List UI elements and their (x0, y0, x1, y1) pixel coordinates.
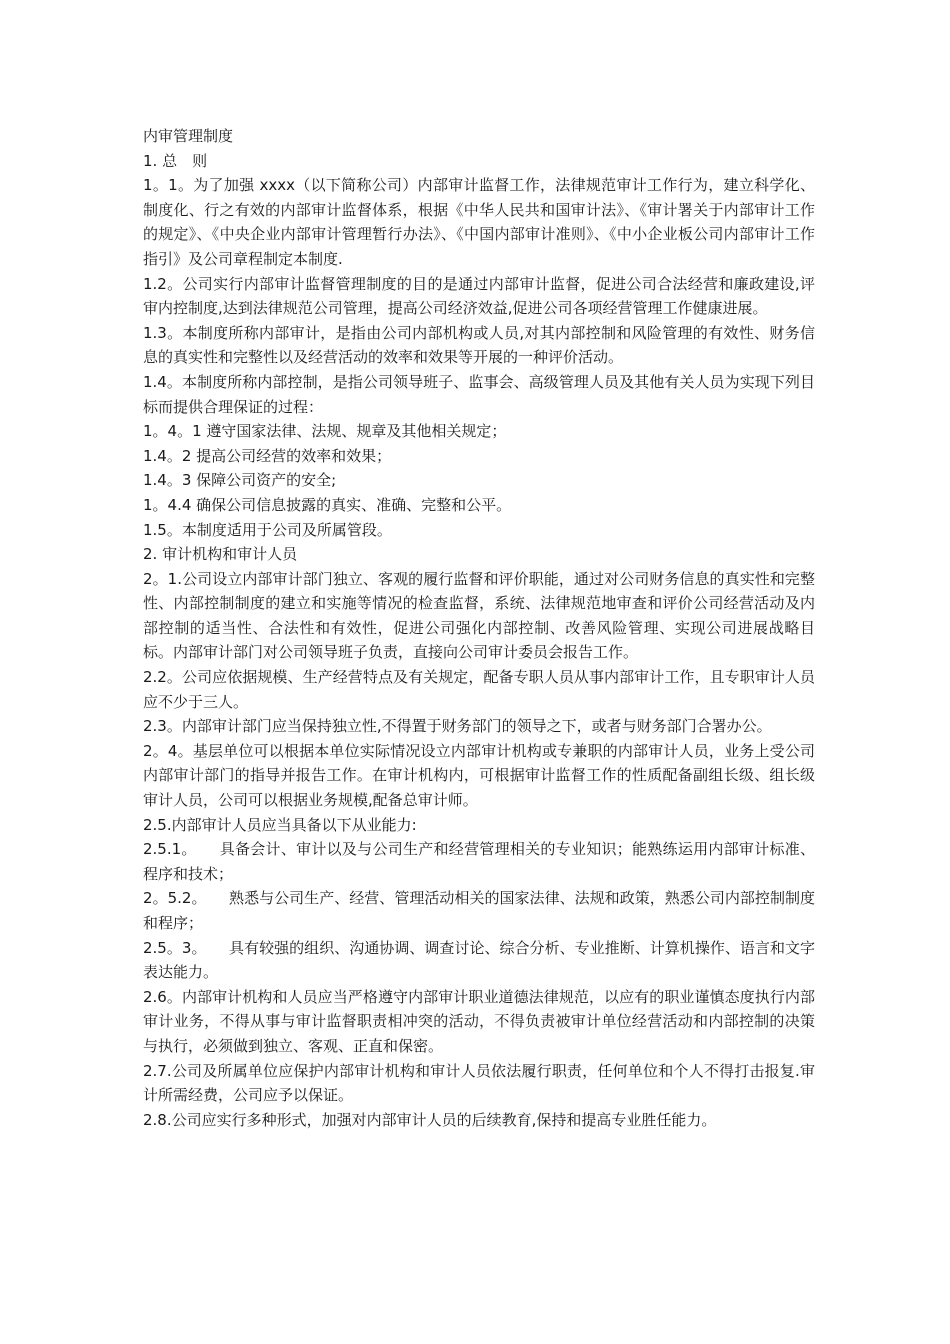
paragraph: 1.4。2 提高公司经营的效率和效果； (143, 446, 392, 465)
paragraph: 2。1.公司设立内部审计部门独立、客观的履行监督和评价职能，通过对公司财务信息的真实性和完整性、内部控制制度的建立和实施等情况的检查监督，系统、法律规范地审查和评价公司经营活动及内部控制的适当性、合法性和有效性，促进公司强化内部控制、改善风险管理、实现公司进展战略目标。内部审计部门对公司领导班子负责，直接向公司审计委员会报告工作。 (143, 569, 815, 662)
paragraph: 1.4。3 保障公司资产的安全; (143, 471, 337, 490)
section-heading: 2. 审计机构和审计人员 (143, 545, 298, 564)
paragraph: 2.2。公司应依据规模、生产经营特点及有关规定，配备专职人员从事内部审计工作，且专职审计人员应不少于三人。 (143, 668, 815, 711)
document-title: 内审管理制度 (143, 127, 234, 145)
paragraph: 2.5.内部审计人员应当具备以下从业能力: (143, 815, 417, 834)
paragraph: 1.2。公司实行内部审计监督管理制度的目的是通过内部审计监督，促进公司合法经营和廉政建设,评审内控制度,达到法律规范公司管理，提高公司经济效益,促进公司各项经营管理工作健康进展。 (143, 274, 815, 318)
paragraph: 2.6。内部审计机构和人员应当严格遵守内部审计职业道德法律规范，以应有的职业谨慎态度执行内部审计业务，不得从事与审计监督职责相冲突的活动，不得负责被审计单位经营活动和内部控制的决策与执行，必须做到独立、客观、正直和保密。 (143, 987, 815, 1055)
paragraph: 2.5.1。 具备会计、审计以及与公司生产和经营管理相关的专业知识；能熟练运用内部审计标准、程序和技术； (143, 840, 815, 883)
paragraph: 1.3。本制度所称内部审计，是指由公司内部机构或人员,对其内部控制和风险管理的有效性、财务信息的真实性和完整性以及经营活动的效率和效果等开展的一种评价活动。 (143, 323, 815, 367)
paragraph: 2。5.2。 熟悉与公司生产、经营、管理活动相关的国家法律、法规和政策，熟悉公司内部控制制度和程序； (143, 889, 815, 932)
document-body (143, 124, 815, 1132)
paragraph: 2.8.公司应实行多种形式，加强对内部审计人员的后续教育,保持和提高专业胜任能力。 (143, 1110, 717, 1129)
paragraph: 1。1。为了加强 xxxx（以下简称公司）内部审计监督工作，法律规范审计工作行为，建立科学化、制度化、行之有效的内部审计监督体系，根据《中华人民共和国审计法》、《审计署关于内部审计工作的规定》、《中央企业内部审计管理暂行办法》、《中国内部审计准则》、《中小企业板公司内部审计工作指引》及公司章程制定本制度. (143, 176, 815, 268)
paragraph: 2.7.公司及所属单位应保护内部审计机构和审计人员依法履行职责，任何单位和个人不得打击报复.审计所需经费，公司应予以保证。 (143, 1061, 815, 1105)
paragraph: 1. 总 则 (143, 151, 208, 170)
paragraph: 1。4.4 确保公司信息披露的真实、准确、完整和公平。 (143, 495, 512, 514)
paragraph: 1。4。1 遵守国家法律、法规、规章及其他相关规定； (143, 422, 507, 441)
paragraph: 1.4。本制度所称内部控制，是指公司领导班子、监事会、高级管理人员及其他有关人员为实现下列目标而提供合理保证的过程： (143, 372, 815, 416)
paragraph: 2。4。基层单位可以根据本单位实际情况设立内部审计机构或专兼职的内部审计人员，业务上受公司内部审计部门的指导并报告工作。在审计机构内，可根据审计监督工作的性质配备副组长级、组长级审计人员，公司可以根据业务规模,配备总审计师。 (143, 741, 815, 810)
paragraph: 1.5。本制度适用于公司及所属管段。 (143, 520, 392, 539)
paragraph: 2.5。3。 具有较强的组织、沟通协调、调查讨论、综合分析、专业推断、计算机操作、语言和文字表达能力。 (143, 938, 815, 982)
paragraph: 2.3。内部审计部门应当保持独立性,不得置于财务部门的领导之下，或者与财务部门合署办公。 (143, 717, 772, 736)
